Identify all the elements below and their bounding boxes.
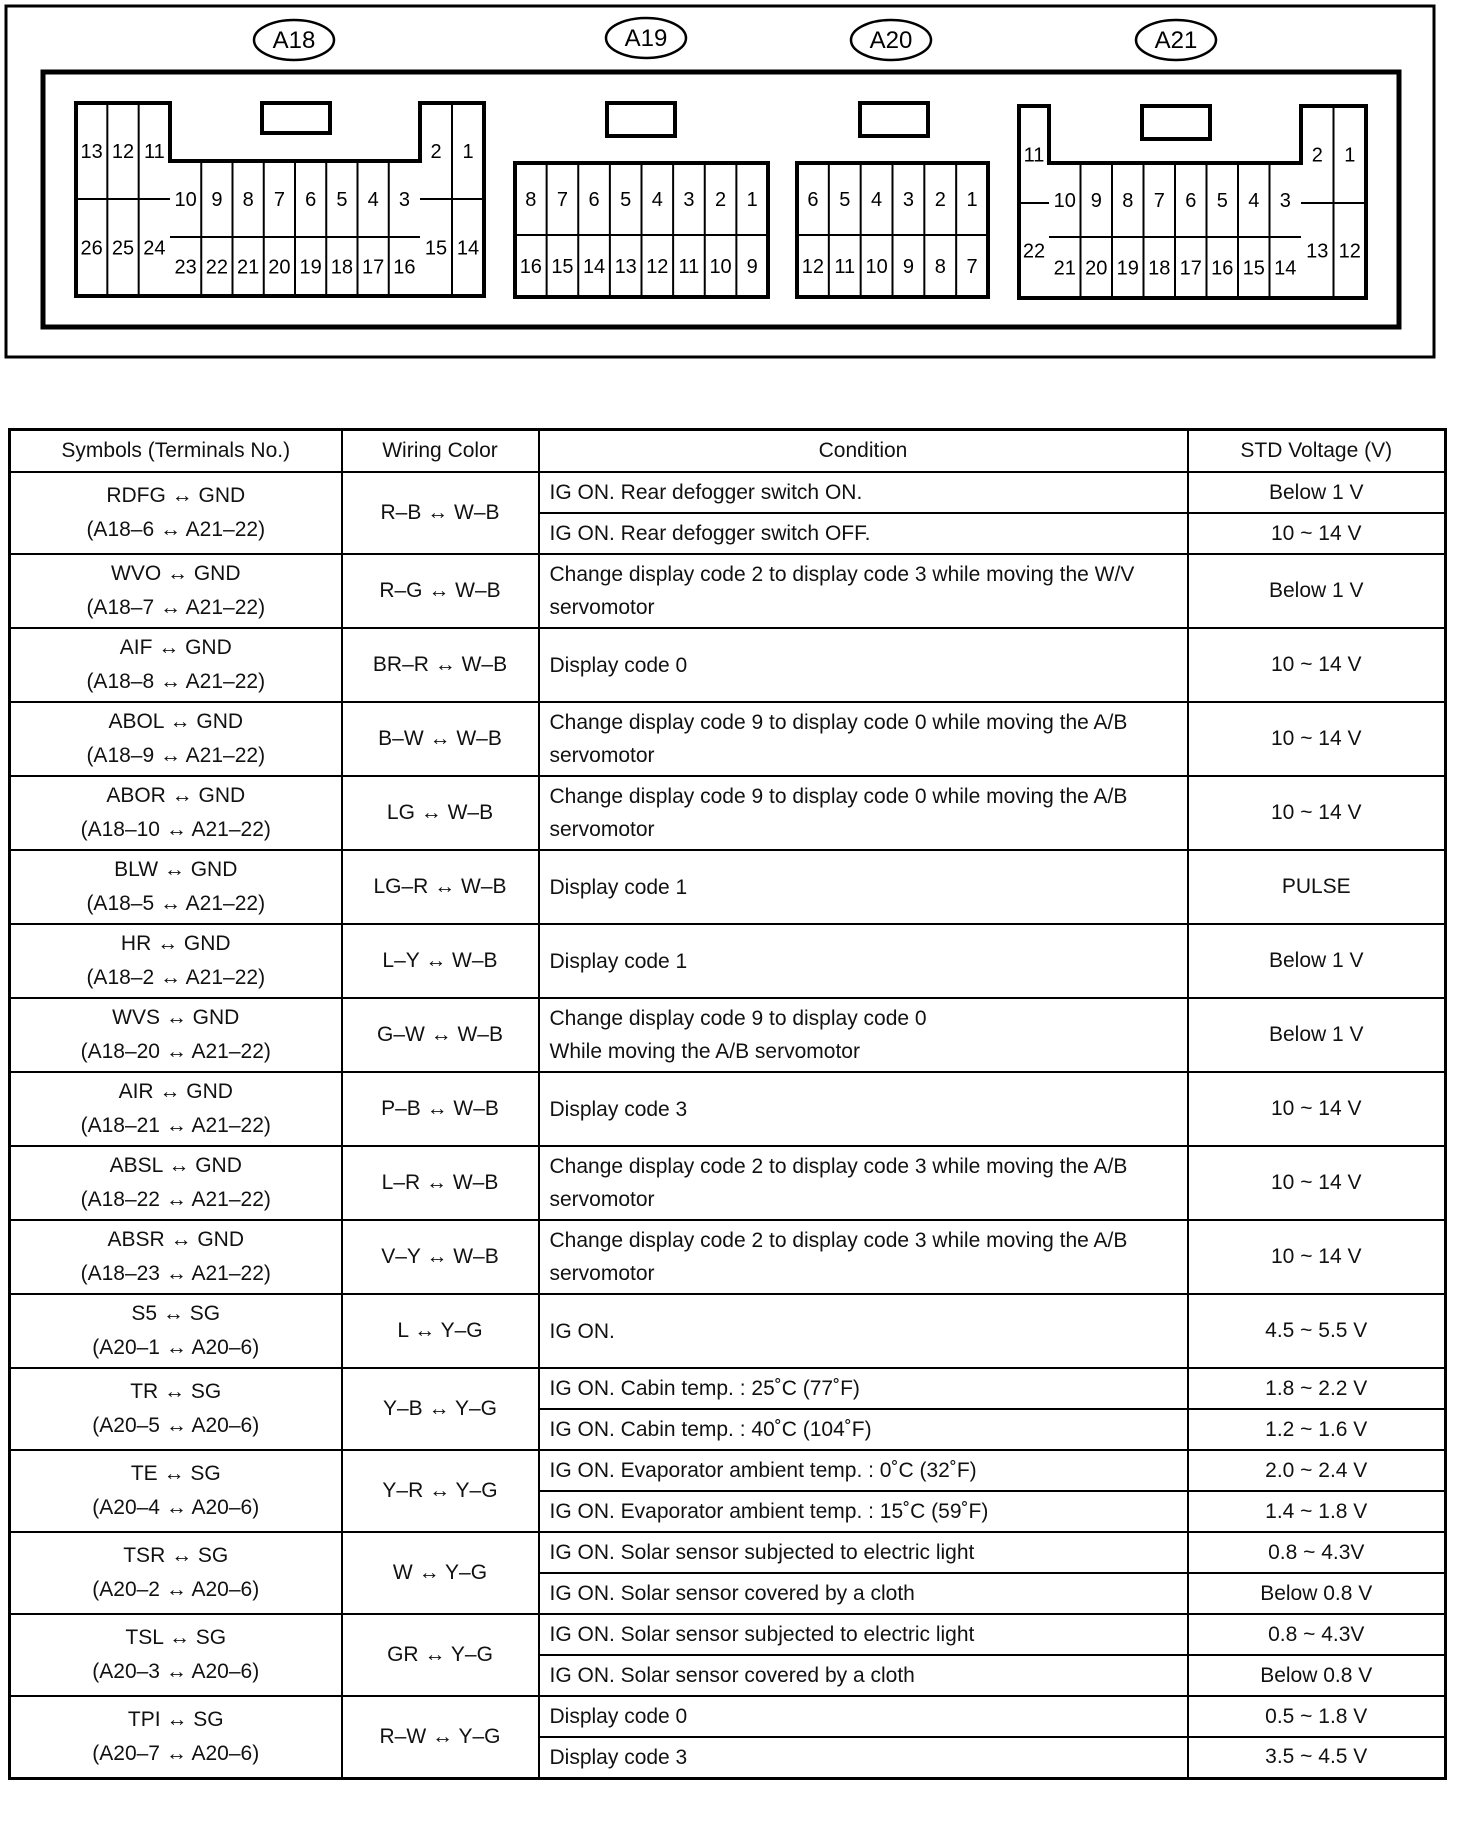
symbol-name: TR ↔ SG [130,1380,222,1403]
symbol-name: TE ↔ SG [130,1462,221,1485]
table-row [10,702,1446,776]
connector-diagram [0,0,1472,370]
symbol-name: TPI ↔ SG [127,1707,224,1731]
a21-pin: 14 [1274,257,1297,280]
std-voltage-cell: 10 ~ 14 V [1188,513,1446,554]
a21-pin: 22 [1022,240,1046,263]
condition-cell: Change display code 9 to display code 0 while moving the A/B servomotor [539,702,1188,776]
a20-pin: 3 [902,189,914,211]
a21-pin: 21 [1053,257,1076,280]
a21-pin: 2 [1311,144,1323,167]
std-voltage-cell: 1.2 ~ 1.6 V [1188,1409,1446,1450]
a18-pin: 25 [111,237,135,260]
a18-pin: 6 [305,189,317,211]
a18-pin: 7 [273,189,285,211]
a18-pin: 11 [143,141,165,163]
a19-pin: 2 [715,189,727,211]
a18-pin: 26 [80,237,103,260]
a19-pin: 5 [620,189,632,211]
terminal-numbers: (A20–5 ↔ A20–6) [92,1414,260,1437]
header-wiring-color: Wiring Color [342,430,539,473]
table-row [10,1696,1446,1737]
a21-pin: 4 [1248,190,1260,212]
condition-cell: Display code 1 [539,924,1188,998]
a19-pin: 12 [646,256,669,278]
symbol-name: HR ↔ GND [120,932,231,955]
terminal-numbers: (A18–10 ↔ A21–22) [80,818,271,841]
symbol-name: BLW ↔ GND [114,858,238,881]
terminal-numbers: (A20–3 ↔ A20–6) [92,1660,260,1683]
symbol-cell [10,1614,342,1696]
symbol-cell [10,1450,342,1532]
a18-pin: 24 [143,237,166,260]
wiring-color-cell: B–W ↔ W–B [342,702,539,776]
symbol-name: ABOR ↔ GND [106,784,246,807]
terminal-numbers: (A18–7 ↔ A21–22) [86,596,266,619]
std-voltage-cell: 1.8 ~ 2.2 V [1188,1368,1446,1409]
wiring-color-cell: P–B ↔ W–B [342,1072,539,1146]
a20-pin: 10 [865,256,888,278]
a19-pin: 9 [746,256,758,278]
wiring-color-cell: LG ↔ W–B [342,776,539,850]
std-voltage-cell: Below 1 V [1188,554,1446,628]
a21-pin: 9 [1090,190,1102,212]
table-row [10,1368,1446,1409]
condition-cell: Display code 3 [539,1072,1188,1146]
terminal-numbers: (A20–7 ↔ A20–6) [92,1741,260,1765]
symbol-name: TSR ↔ SG [123,1544,229,1567]
a20-pin: 5 [839,189,851,211]
a18-pin: 2 [430,141,442,163]
terminal-numbers: (A20–2 ↔ A20–6) [92,1578,260,1601]
std-voltage-cell: 10 ~ 14 V [1188,1072,1446,1146]
table-row [10,1532,1446,1573]
std-voltage-cell: 3.5 ~ 4.5 V [1188,1737,1446,1778]
condition-cell: Display code 0 [539,628,1188,702]
std-voltage-cell: Below 1 V [1188,924,1446,998]
condition-cell: Change display code 9 to display code 0 While moving the A/B servomotor [539,998,1188,1072]
a20-pin: 12 [801,256,825,278]
symbol-name: S5 ↔ SG [131,1302,221,1325]
a19-pin: 13 [614,256,637,278]
a18-pin: 4 [367,189,379,211]
a21-pin: 20 [1085,257,1108,280]
table-row [10,1146,1446,1220]
symbol-cell [10,1532,342,1614]
std-voltage-cell: 4.5 ~ 5.5 V [1188,1294,1446,1368]
a18-pin: 19 [299,256,322,279]
a18-pin: 8 [242,189,254,211]
diagram-frame [6,6,1434,357]
connector-a21-key [1142,106,1210,139]
a19-pin: 14 [582,256,606,278]
a18-pin: 14 [456,237,480,260]
std-voltage-cell: 10 ~ 14 V [1188,1146,1446,1220]
table-row [10,1294,1446,1368]
table-row [10,924,1446,998]
symbol-cell [10,1368,342,1450]
a21-pin: 11 [1023,144,1045,167]
terminal-numbers: (A18–5 ↔ A21–22) [86,892,266,915]
symbol-cell [10,1696,342,1778]
condition-cell: Change display code 2 to display code 3 while moving the A/B servomotor [539,1220,1188,1294]
std-voltage-cell: 10 ~ 14 V [1188,1220,1446,1294]
symbol-cell [10,628,342,702]
a21-pin: 3 [1279,190,1291,212]
wiring-color-cell: R–G ↔ W–B [342,554,539,628]
std-voltage-cell: 10 ~ 14 V [1188,702,1446,776]
terminal-numbers: (A20–1 ↔ A20–6) [92,1336,260,1359]
symbol-name: ABSR ↔ GND [107,1228,245,1251]
a18-pin: 20 [268,256,291,279]
std-voltage-cell: Below 1 V [1188,472,1446,513]
condition-cell: Display code 1 [539,850,1188,924]
terminal-numbers: (A18–23 ↔ A21–22) [80,1262,271,1285]
symbol-name: ABOL ↔ GND [108,710,244,733]
std-voltage-cell: 2.0 ~ 2.4 V [1188,1450,1446,1491]
connector-a18-key [262,103,330,133]
a19-pin: 3 [683,189,695,211]
a18-pin: 13 [80,141,103,163]
std-voltage-cell: 0.5 ~ 1.8 V [1188,1696,1446,1737]
a19-pin: 7 [556,189,568,211]
symbol-cell [10,554,342,628]
a21-pin: 8 [1122,190,1134,212]
condition-cell: IG ON. Evaporator ambient temp. : 0˚C (32˚F) [539,1450,1188,1491]
condition-cell: Change display code 2 to display code 3 while moving the W/V servomotor [539,554,1188,628]
connector-label-a21: A21 [1154,27,1198,54]
table-row [10,1614,1446,1655]
voltage-table [8,428,1447,1780]
wiring-color-cell: R–B ↔ W–B [342,472,539,554]
terminal-numbers: (A18–20 ↔ A21–22) [80,1040,271,1063]
a18-pin: 21 [237,256,260,279]
wiring-color-cell: LG–R ↔ W–B [342,850,539,924]
a19-pin: 4 [651,189,663,211]
symbol-cell [10,924,342,998]
a21-pin: 18 [1148,257,1171,280]
terminal-numbers: (A18–9 ↔ A21–22) [86,744,266,767]
a19-pin: 15 [551,256,574,278]
a18-pin: 16 [393,256,416,279]
wiring-color-cell: GR ↔ Y–G [342,1614,539,1696]
symbol-cell [10,1072,342,1146]
symbol-cell [10,776,342,850]
a20-pin: 4 [871,189,883,211]
condition-cell: IG ON. Rear defogger switch OFF. [539,513,1188,554]
a21-pin: 16 [1211,257,1234,280]
symbol-name: TSL ↔ SG [125,1626,227,1649]
symbol-name: AIR ↔ GND [118,1080,233,1103]
a18-pin: 12 [111,141,135,163]
a21-pin: 15 [1242,257,1265,280]
header-condition: Condition [539,430,1188,473]
a20-pin: 8 [934,256,946,278]
wiring-color-cell: BR–R ↔ W–B [342,628,539,702]
terminal-numbers: (A20–4 ↔ A20–6) [92,1496,260,1519]
a19-pin: 1 [746,189,758,211]
a18-pin: 18 [330,256,353,279]
a21-pin: 7 [1153,190,1165,212]
condition-cell: Change display code 9 to display code 0 while moving the A/B servomotor [539,776,1188,850]
a21-pin: 13 [1306,240,1329,263]
a21-pin: 17 [1179,257,1202,280]
condition-cell: IG ON. Solar sensor subjected to electric light [539,1614,1188,1655]
a21-pin: 6 [1185,190,1197,212]
symbol-cell [10,850,342,924]
terminal-numbers: (A18–22 ↔ A21–22) [80,1188,271,1211]
symbol-name: AIF ↔ GND [119,636,232,659]
wiring-color-cell: Y–R ↔ Y–G [342,1450,539,1532]
symbol-name: ABSL ↔ GND [109,1154,242,1177]
symbol-cell [10,998,342,1072]
a20-pin: 9 [902,256,914,278]
header-symbols: Symbols (Terminals No.) [10,430,342,473]
a18-pin: 22 [205,256,228,279]
symbol-cell [10,1146,342,1220]
wiring-color-cell: Y–B ↔ Y–G [342,1368,539,1450]
terminal-numbers: (A18–21 ↔ A21–22) [80,1114,271,1137]
terminal-numbers: (A18–8 ↔ A21–22) [86,670,266,693]
std-voltage-cell: 10 ~ 14 V [1188,776,1446,850]
condition-cell: Display code 3 [539,1737,1188,1778]
table-header-row [10,430,1446,473]
condition-cell: IG ON. Solar sensor subjected to electric light [539,1532,1188,1573]
a19-pin: 10 [709,256,732,278]
condition-cell: Display code 0 [539,1696,1188,1737]
table-row [10,1450,1446,1491]
condition-cell: IG ON. Solar sensor covered by a cloth [539,1573,1188,1614]
std-voltage-cell: 1.4 ~ 1.8 V [1188,1491,1446,1532]
table-row [10,776,1446,850]
connector-label-a18: A18 [272,27,316,54]
symbol-cell [10,1294,342,1368]
a18-pin: 15 [424,237,448,260]
symbol-cell [10,702,342,776]
wiring-color-cell: L ↔ Y–G [342,1294,539,1368]
a19-pin: 11 [678,256,700,278]
a18-pin: 1 [462,141,474,163]
wiring-color-cell: G–W ↔ W–B [342,998,539,1072]
a21-pin: 19 [1116,257,1139,280]
table-row [10,472,1446,513]
a19-pin: 8 [525,189,537,211]
a19-pin: 6 [588,189,600,211]
std-voltage-cell: 0.8 ~ 4.3V [1188,1532,1446,1573]
std-voltage-cell: 10 ~ 14 V [1188,628,1446,702]
a18-pin: 10 [174,189,197,211]
connector-label-a19: A19 [624,25,668,52]
std-voltage-cell: 0.8 ~ 4.3V [1188,1614,1446,1655]
wiring-color-cell: R–W ↔ Y–G [342,1696,539,1778]
symbol-cell [10,472,342,554]
wiring-color-cell: L–Y ↔ W–B [342,924,539,998]
connector-a20-key [860,103,928,136]
condition-cell: Change display code 2 to display code 3 while moving the A/B servomotor [539,1146,1188,1220]
std-voltage-cell: PULSE [1188,850,1446,924]
symbol-name: WVS ↔ GND [112,1006,240,1029]
condition-cell: IG ON. Solar sensor covered by a cloth [539,1655,1188,1696]
symbol-name: RDFG ↔ GND [106,484,246,507]
a18-pin: 23 [174,256,197,279]
table-row [10,628,1446,702]
connector-label-a20: A20 [869,27,913,54]
header-std-voltage: STD Voltage (V) [1188,430,1446,473]
a21-pin: 12 [1338,240,1361,263]
a18-pin: 5 [336,189,348,211]
a21-pin: 5 [1216,190,1228,212]
terminal-numbers: (A18–6 ↔ A21–22) [86,518,266,541]
wiring-color-cell: V–Y ↔ W–B [342,1220,539,1294]
std-voltage-cell: Below 1 V [1188,998,1446,1072]
condition-cell: IG ON. Cabin temp. : 25˚C (77˚F) [539,1368,1188,1409]
terminal-numbers: (A18–2 ↔ A21–22) [86,966,266,989]
wiring-color-cell: L–R ↔ W–B [342,1146,539,1220]
table-row [10,1220,1446,1294]
symbol-cell [10,1220,342,1294]
table-row [10,554,1446,628]
a20-pin: 2 [934,189,946,211]
connector-a19-key [607,103,675,136]
a20-pin: 11 [834,256,856,278]
condition-cell: IG ON. Rear defogger switch ON. [539,472,1188,513]
a20-pin: 7 [966,256,978,278]
a18-pin: 3 [398,189,410,211]
condition-cell: IG ON. Cabin temp. : 40˚C (104˚F) [539,1409,1188,1450]
table-row [10,1072,1446,1146]
symbol-name: WVO ↔ GND [111,562,241,585]
table-row [10,998,1446,1072]
wiring-color-cell: W ↔ Y–G [342,1532,539,1614]
a21-pin: 10 [1053,190,1076,212]
table-row [10,850,1446,924]
std-voltage-cell: Below 0.8 V [1188,1655,1446,1696]
condition-cell: IG ON. [539,1294,1188,1368]
std-voltage-cell: Below 0.8 V [1188,1573,1446,1614]
a18-pin: 17 [362,256,385,279]
a20-pin: 1 [966,189,978,211]
condition-cell: IG ON. Evaporator ambient temp. : 15˚C (59˚F) [539,1491,1188,1532]
a20-pin: 6 [807,189,819,211]
a21-pin: 1 [1344,144,1356,167]
a18-pin: 9 [211,189,223,211]
a19-pin: 16 [519,256,542,278]
